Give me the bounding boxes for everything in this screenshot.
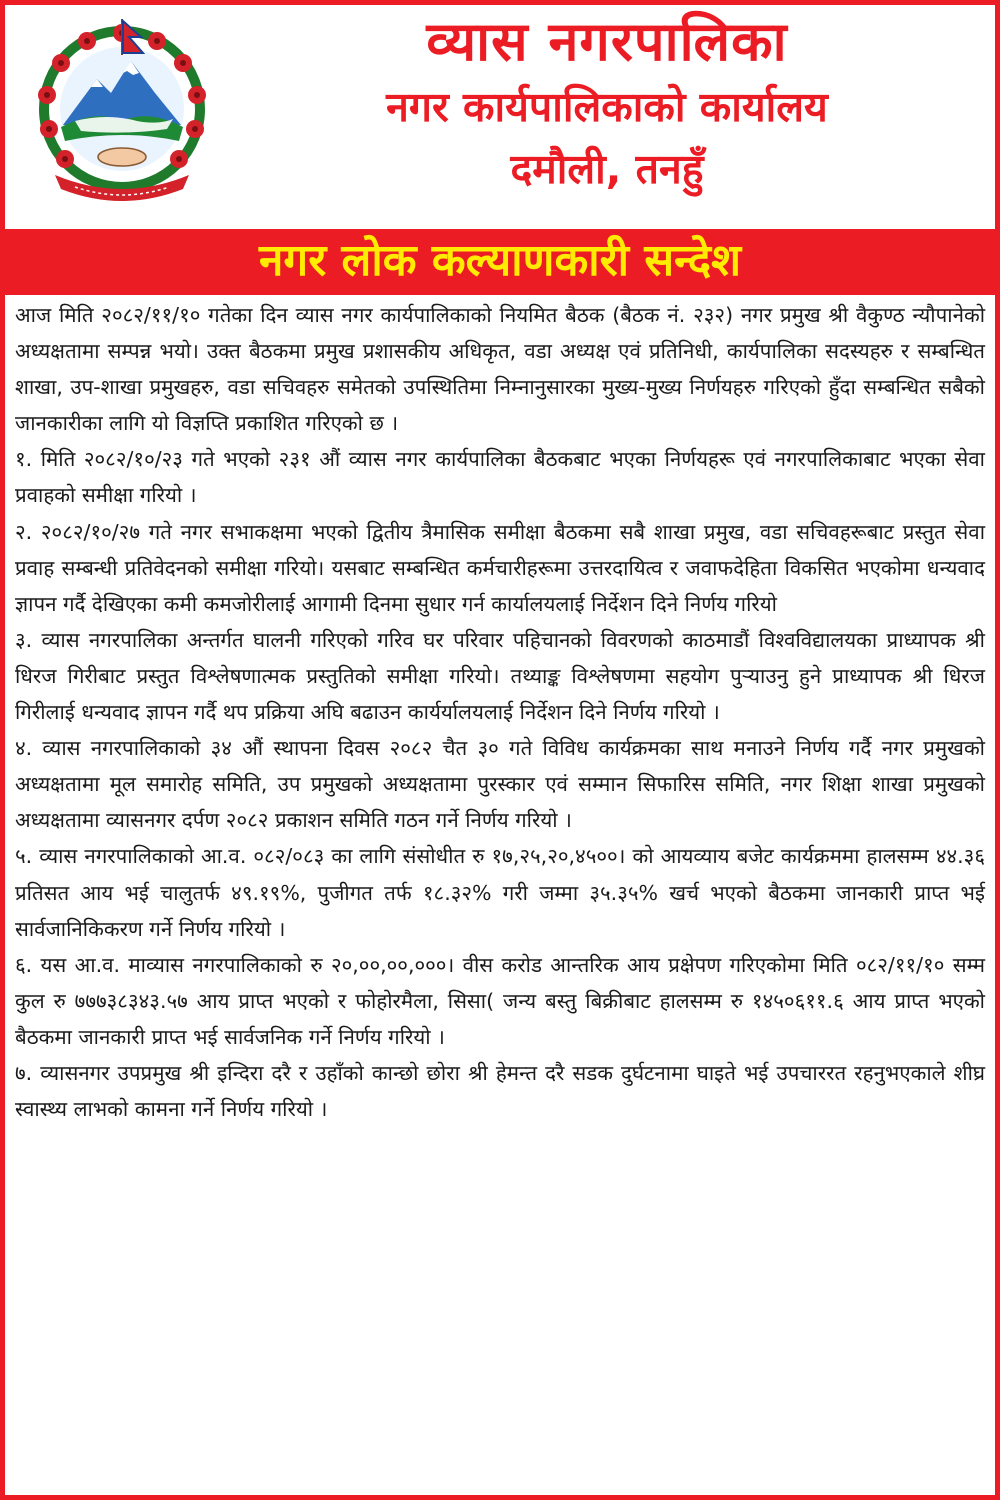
office-location: दमौली, तनहुँ [510, 145, 704, 193]
header-titles [219, 9, 995, 199]
decision-item: १. मिति २०८२/१०/२३ गते भएको २३१ औं व्यास नगर कार्यपालिका बैठकबाट भएका निर्णयहरू एवं नगरपालिकाबाट भएका सेवा प्रवाहको समीक्षा गरियो । [15, 447, 985, 508]
intro-paragraph: आज मिति २०८२/११/१० गतेका दिन व्यास नगर कार्यपालिकाको नियमित बैठक (बैठक नं. २३२) नगर प्रमुख श्री वैकुण्ठ न्यौपानेको अध्यक्षतामा सम्पन्न भयो। उक्त बैठकमा प्रमुख प्रशासकीय अधिकृत, वडा अध्यक्ष एवं प्रतिनिधी, कार्यपालिका सदस्यहरु र सम्बन्धित शाखा, उप-शाखा प्रमुखहरु, वडा सचिवहरु समेतको उपस्थितिमा निम्नानुसारका मुख्य-मुख्य निर्णयहरु गरिएको हुँदा सम्बन्धित सबैको जानकारीका लागि यो विज्ञप्ति प्रकाशित गरिएको छ । [15, 303, 985, 436]
office-subtitle: नगर कार्यपालिकाको कार्यालय [386, 83, 828, 131]
decision-item: ७. व्यासनगर उपप्रमुख श्री इन्दिरा दरै र उहाँको कान्छो छोरा श्री हेमन्त दरै सडक दुर्घटनामा घाइते भई उपचाररत रहनुभएकाले शीघ्र स्वास्थ्य लाभको कामना गर्ने निर्णय गरियो । [15, 1060, 985, 1122]
decision-item: ६. यस आ.व. माव्यास नगरपालिकाको रु २०,००,००,०००। वीस करोड आन्तरिक आय प्रक्षेपण गरिएकोमा मिति ०८२/११/१० सम्म कुल रु ७७७३८३४३.५७ आय प्राप्त भएको र फोहोरमैला, सिसा( जन्य बस्तु बिक्रीबाट हालसम्म रु १४५०६११.६ आय प्राप्त भएको बैठकमा जानकारी प्राप्त भई सार्वजनिक गर्ने निर्णय गरियो । [15, 952, 985, 1049]
decision-item: ३. व्यास नगरपालिका अन्तर्गत घालनी गरिएको गरिव घर परिवार पहिचानको विवरणको काठमाडौं विश्वविद्यालयका प्राध्यापक श्री धिरज गिरीबाट प्रस्तुत विश्लेषणात्मक प्रस्तुतिको समीक्षा गरियो। तथ्याङ्क विश्लेषणमा सहयोग पुर्‍याउनु हुने प्राध्यापक श्री धिरज गिरीलाई धन्यवाद ज्ञापन गर्दै थप प्रक्रिया अघि बढाउन कार्यर्यालयलाई निर्देशन दिने निर्णय गरियो । [15, 627, 985, 725]
decision-item: २. २०८२/१०/२७ गते नगर सभाकक्षमा भएको द्वितीय त्रैमासिक समीक्षा बैठकमा सबै शाखा प्रमुख, वडा सचिवहरूबाट प्रस्तुत सेवा प्रवाह सम्बन्धी प्रतिवेदनको समीक्षा गरियो। यसबाट सम्बन्धित कर्मचारीहरूमा उत्तरदायित्व र जवाफदेहिता विकसित भएकोमा धन्यवाद ज्ञापन गर्दै देखिएका कमी कमजोरीलाई आगामी दिनमा सुधार गर्न कार्यालयलाई निर्देशन दिने निर्णय गरियो [15, 519, 985, 616]
office-title: व्यास नगरपालिका [426, 10, 788, 73]
notice-body [15, 297, 985, 1127]
header [5, 5, 995, 229]
decision-item: ४. व्यास नगरपालिकाको ३४ औं स्थापना दिवस २०८२ चैत ३० गते विविध कार्यक्रमका साथ मनाउने निर्णय गर्दै नगर प्रमुखको अध्यक्षतामा मूल समारोह समिति, उप प्रमुखको अध्यक्षतामा पुरस्कार एवं सम्मान सिफारिस समिति, नगर शिक्षा शाखा प्रमुखको अध्यक्षतामा व्यासनगर दर्पण २०८२ प्रकाशन समिति गठन गर्ने निर्णय गरियो । [15, 736, 985, 833]
decision-item: ५. व्यास नगरपालिकाको आ.व. ०८२/०८३ का लागि संसोधीत रु १७,२५,२०,४५००। को आयव्याय बजेट कार्यक्रममा हालसम्म ४४.३६ प्रतिसत आय भई चालुतर्फ ४९.१९%, पुजीगत तर्फ १८.३२% गरी जम्मा ३५.३५% खर्च भएको बैठकमा जानकारी प्राप्त भई सार्वजानिकिकरण गर्ने निर्णय गरियो । [15, 844, 985, 941]
notice-banner: नगर लोक कल्याणकारी सन्देश [0, 229, 1000, 295]
nepal-government-emblem-icon [27, 17, 217, 202]
